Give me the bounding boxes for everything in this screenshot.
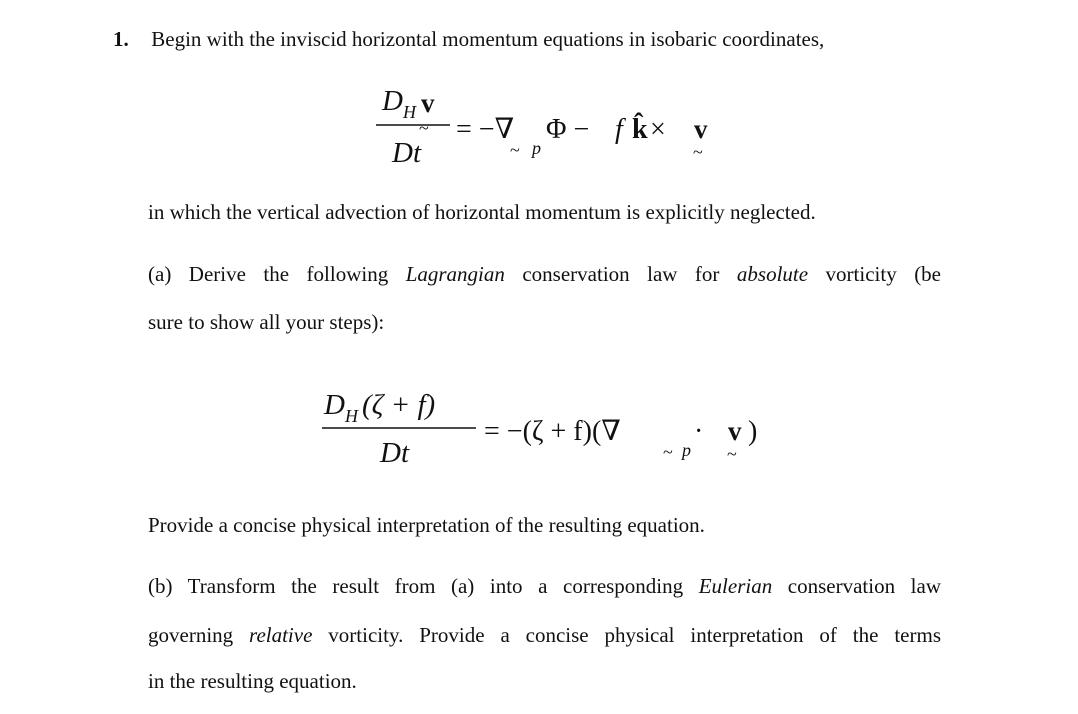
part-b-line-1 <box>148 573 941 599</box>
part-b-prefix: (b) Transform the result from (a) into a corresponding <box>148 574 699 598</box>
part-b-line-3: in the resulting equation. <box>148 669 357 693</box>
part-b-line2-suffix: vorticity. Provide a concise physical interpretation of the terms <box>312 623 941 647</box>
question-number: 1. <box>113 27 129 51</box>
eq2-v-bold: v <box>728 416 742 446</box>
eq1-phi-minus: Φ − <box>546 114 590 145</box>
part-a-lagrangian: Lagrangian <box>405 262 505 286</box>
eq2-H-subscript: H <box>345 406 358 426</box>
eq2-close-paren: ) <box>748 416 758 447</box>
part-a-line-1 <box>148 261 941 287</box>
eq1-tilde: ~ <box>419 118 429 138</box>
eq1-tilde-2: ~ <box>693 142 703 162</box>
eq1-Dt: Dt <box>392 137 421 169</box>
part-a-absolute: absolute <box>736 262 809 286</box>
part-b-suffix: conservation law <box>772 574 941 598</box>
eq1-v-bold: v <box>421 88 435 118</box>
eq1-k-hat: k̂ <box>632 114 648 145</box>
eq1-D: D <box>382 85 403 117</box>
part-a-prefix: (a) Derive the following <box>148 262 406 286</box>
vorticity-equation <box>318 374 768 474</box>
eq2-p-subscript: p <box>682 440 691 460</box>
eq1-rhs-minus-nabla: = −∇ <box>456 114 515 145</box>
part-b-line-2 <box>148 622 941 648</box>
part-b-relative: relative <box>249 623 313 647</box>
neglect-statement: in which the vertical advection of horizontal momentum is explicitly neglected. <box>148 200 816 224</box>
part-b-eulerian: Eulerian <box>698 574 773 598</box>
eq1-f: f <box>615 114 623 145</box>
eq1-p-subscript: p <box>532 138 541 158</box>
eq1-nabla-tilde: ~ <box>510 140 520 160</box>
eq2-nabla-tilde: ~ <box>663 442 673 462</box>
momentum-equation <box>370 82 730 172</box>
part-a-middle: conservation law for <box>504 262 737 286</box>
eq1-v-bold-2: v <box>694 114 708 144</box>
question-intro-text: Begin with the inviscid horizontal momentum equations in isobaric coordinates, <box>151 27 825 51</box>
eq2-rhs: = −(ζ + f)(∇ <box>484 416 621 447</box>
part-b-line2-prefix: governing <box>148 623 250 647</box>
question-intro-line <box>113 26 824 52</box>
part-a-suffix: vorticity (be <box>808 262 942 286</box>
eq2-tilde: ~ <box>727 444 737 464</box>
eq2-D: D <box>324 389 345 421</box>
eq2-numerator: (ζ + f) <box>362 389 436 421</box>
eq1-cross: × <box>650 114 666 145</box>
eq2-dot: · <box>694 416 704 447</box>
part-a-line-2: sure to show all your steps): <box>148 310 385 334</box>
eq1-H-subscript: H <box>403 102 416 122</box>
eq2-Dt: Dt <box>380 437 409 469</box>
interpretation-a: Provide a concise physical interpretation of the resulting equation. <box>148 513 705 537</box>
